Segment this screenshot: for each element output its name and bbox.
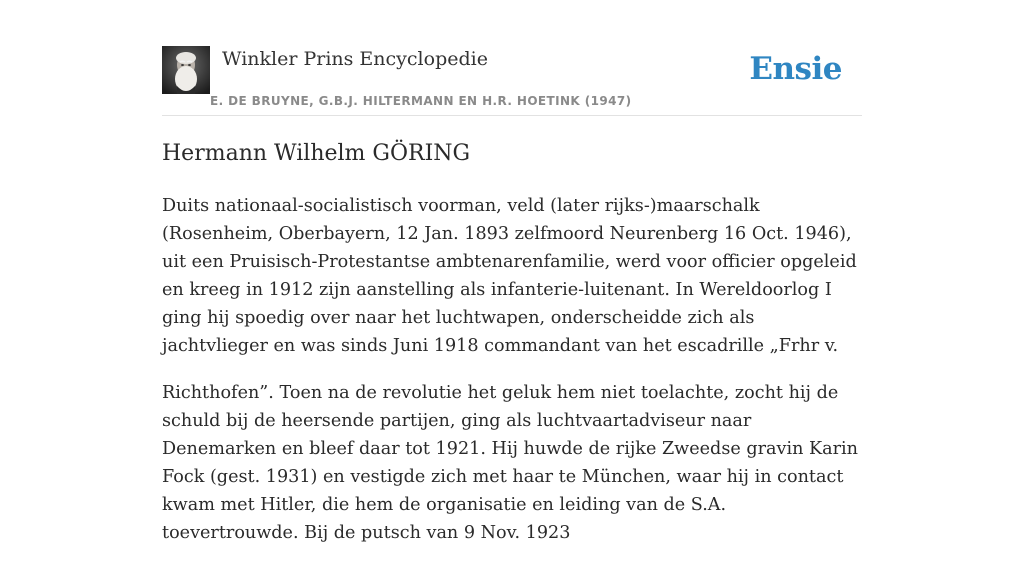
article-body [162,192,862,566]
article-paragraph: Duits nationaal-socialistisch voorman, veld (later rijks-)maarschalk (Rosenheim, Oberbayern, 12 Jan. 1893 zelfmoord Neurenberg 16 Oct. 1946), uit een Pruisisch-Protestantse ambtenarenfamilie, werd voor officier opgeleid en kreeg in 1912 zijn aanstelling als infanterie-luitenant. In Wereldoorlog I ging hij spoedig over naar het luchtwapen, onderscheidde zich als jachtvlieger en was sinds Juni 1918 commandant van het escadrille „Frhr v. [162,196,857,356]
article-paragraph: Richthofen”. Toen na de revolutie het geluk hem niet toelachte, zocht hij de schuld bij de heersende partijen, ging als luchtvaartadviseur naar Denemarken en bleef daar tot 1921. Hij huwde de rijke Zweedse gravin Karin Fock (gest. 1931) en vestigde zich met haar te München, waar hij in contact kwam met Hitler, die hem de organisatie en leiding van de S.A. toevertrouwde. Bij de putsch van 9 Nov. 1923 [162,383,859,543]
site-title-link[interactable]: Winkler Prins Encyclopedie [222,48,488,70]
source-byline: E. DE BRUYNE, G.B.J. HILTERMANN EN H.R. HOETINK (1947) [210,94,632,108]
author-avatar[interactable] [162,46,210,94]
ensie-logo[interactable]: Ensie [749,51,842,87]
article-title: Hermann Wilhelm GÖRING [162,141,471,166]
author-portrait-icon [162,46,210,94]
page-header [162,46,862,116]
